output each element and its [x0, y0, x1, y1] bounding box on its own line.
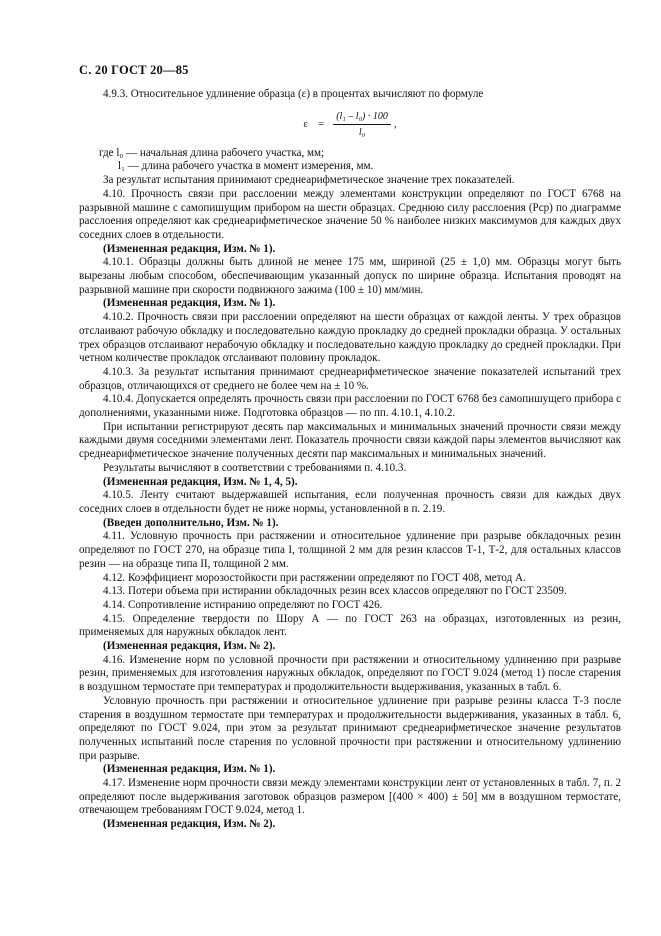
paragraph-t3-aging: Условную прочность при растяжении и относительное удлинение при разрыве резины класса Т-3 после старения в воздушном термостате при температурах и продолжительности выдерживания, указанных в табл. 6, определяют по ГОСТ 9.024, при этом за результат принимают среднеарифметическое значение результатов полученных испытаний после старения по условной прочности при растяжении и относительному удлинению при разрыве. — [79, 694, 621, 762]
revision-note: (Измененная редакция, Изм. № 2). — [103, 818, 276, 831]
paragraph-registration: При испытании регистрируют десять пар максимальных и минимальных значений прочности связи между каждыми двумя соседними элементами лент. Показатель прочности связи каждой пары элементов вычисляют как среднеарифметическое значение полученных десяти пар максимальных и минимальных значений. — [79, 420, 621, 461]
elongation-formula — [79, 105, 621, 145]
revision-note: (Измененная редакция, Изм. № 1). — [103, 297, 276, 310]
paragraph-4-9-3: 4.9.3. Относительное удлинение образца (ε) в процентах вычисляют по формуле — [103, 88, 484, 100]
paragraph-4-10-1: 4.10.1. Образцы должны быть длиной не менее 175 мм, шириной (25 ± 1,0) мм. Образцы могут быть вырезаны любым способом, обеспечивающим указанный допуск по ширине образца. Испытания проводят на разрывной машине при скорости подвижного зажима (100 ± 10) мм/мин. — [79, 256, 621, 296]
paragraph-results: Результаты вычисляют в соответствии с требованиями п. 4.10.3. — [103, 461, 407, 474]
paragraph-4-12: 4.12. Коэффициент морозостойкости при растяжении определяют по ГОСТ 408, метод А. — [103, 571, 526, 584]
paragraph-4-10-2: 4.10.2. Прочность связи при расслоении определяют на шести образцах от каждой ленты. У трех образцов отслаивают рабочую обкладку и последовательно каждую прокладку до средней прокладки образца. У остальных трех образцов отслаивают нерабочую обкладку и последовательно каждую прокладку до средней прокладки. При четном количестве прокладок отслаивают половину прокладок. — [79, 311, 621, 365]
revision-note: (Измененная редакция, Изм. № 2). — [103, 640, 276, 653]
paragraph-4-10: 4.10. Прочность связи при расслоении между элементами конструкции определяют по ГОСТ 6768 на разрывной машине с самопишущим прибором на шести образцах. Среднюю силу расслоения (Pср) по диаграмме расслоения определяют как среднеарифметическое значение 50 % наиболее низких максимумов для каждых двух соседних слоев в отдельности. — [79, 187, 621, 241]
paragraph-4-10-5: 4.10.5. Ленту считают выдержавшей испытания, если полученная прочность связи для каждых двух соседних слоев в отдельности будет не ниже нормы, установленной в п. 2.19. — [79, 489, 621, 515]
paragraph-4-14: 4.14. Сопротивление истиранию определяют по ГОСТ 426. — [103, 598, 383, 611]
formula-lhs: ε — [303, 117, 308, 130]
formula-equals: = — [317, 117, 325, 130]
paragraph-4-10-3: 4.10.3. За результат испытания принимают среднеарифметическое значение показателей испытаний трех образцов, отличающихся от среднего не более чем на ± 10 %. — [79, 365, 621, 392]
where-l1: l₁ — длина рабочего участка в момент измерения, мм. — [118, 160, 374, 173]
paragraph-4-13: 4.13. Потери объема при истирании обкладочных резин всех классов определяют по ГОСТ 23509. — [103, 585, 567, 598]
revision-note: (Измененная редакция, Изм. № 1, 4, 5). — [103, 475, 298, 488]
paragraph-result: За результат испытания принимают среднеарифметическое значение трех показателей. — [103, 174, 515, 187]
where-l0: где l₀ — начальная длина рабочего участка, мм; — [99, 146, 325, 159]
formula-denominator: l₀ — [358, 127, 366, 139]
revision-note: (Измененная редакция, Изм. № 1). — [103, 242, 276, 255]
paragraph-4-17: 4.17. Изменение норм прочности связи между элементами конструкции лент от установленных в табл. 7, п. 2 определяют после выдерживания заготовок образцов размером [(400 × 400) ± 50] мм в воздушном термостате, отвечающем требованиям ГОСТ 9.024, метод 1. — [79, 777, 621, 817]
paragraph-4-11: 4.11. Условную прочность при растяжении и относительное удлинение при разрыве обкладочных резин определяют по ГОСТ 270, на образце типа I, толщиной 2 мм для резин классов Т-1, Т-2, для остальных классов резин — на образце типа II, толщиной 2 мм. — [79, 530, 621, 570]
addition-note: (Введен дополнительно, Изм. № 1). — [103, 516, 279, 529]
paragraph-4-16: 4.16. Изменение норм по условной прочности при растяжении и относительному удлинению при разрыве резин, применяемых для изготовления наружных обкладок, определяют по ГОСТ 9.024 (метод 1) после старения в воздушном термостате при температурах и продолжительности выдерживания, указанных в табл. 6. — [79, 653, 621, 694]
formula-tail: , — [393, 117, 397, 130]
document-body — [79, 88, 621, 832]
page-header: С. 20 ГОСТ 20—85 — [79, 63, 189, 77]
paragraph-4-10-4: 4.10.4. Допускается определять прочность связи при расслоении по ГОСТ 6768 без самопишущего прибора с дополнениями, указанными ниже. Подготовка образцов — по пп. 4.10.1, 4.10.2. — [79, 393, 622, 420]
paragraph-4-15: 4.15. Определение твердости по Шору А — по ГОСТ 263 на образцах, изготовленных из резин, применяемых для наружных обкладок лент. — [79, 612, 621, 639]
formula-numerator: (l₁ – l₀) · 100 — [333, 110, 391, 126]
formula-fraction — [333, 110, 391, 140]
revision-note: (Измененная редакция, Изм. № 1). — [103, 763, 276, 776]
